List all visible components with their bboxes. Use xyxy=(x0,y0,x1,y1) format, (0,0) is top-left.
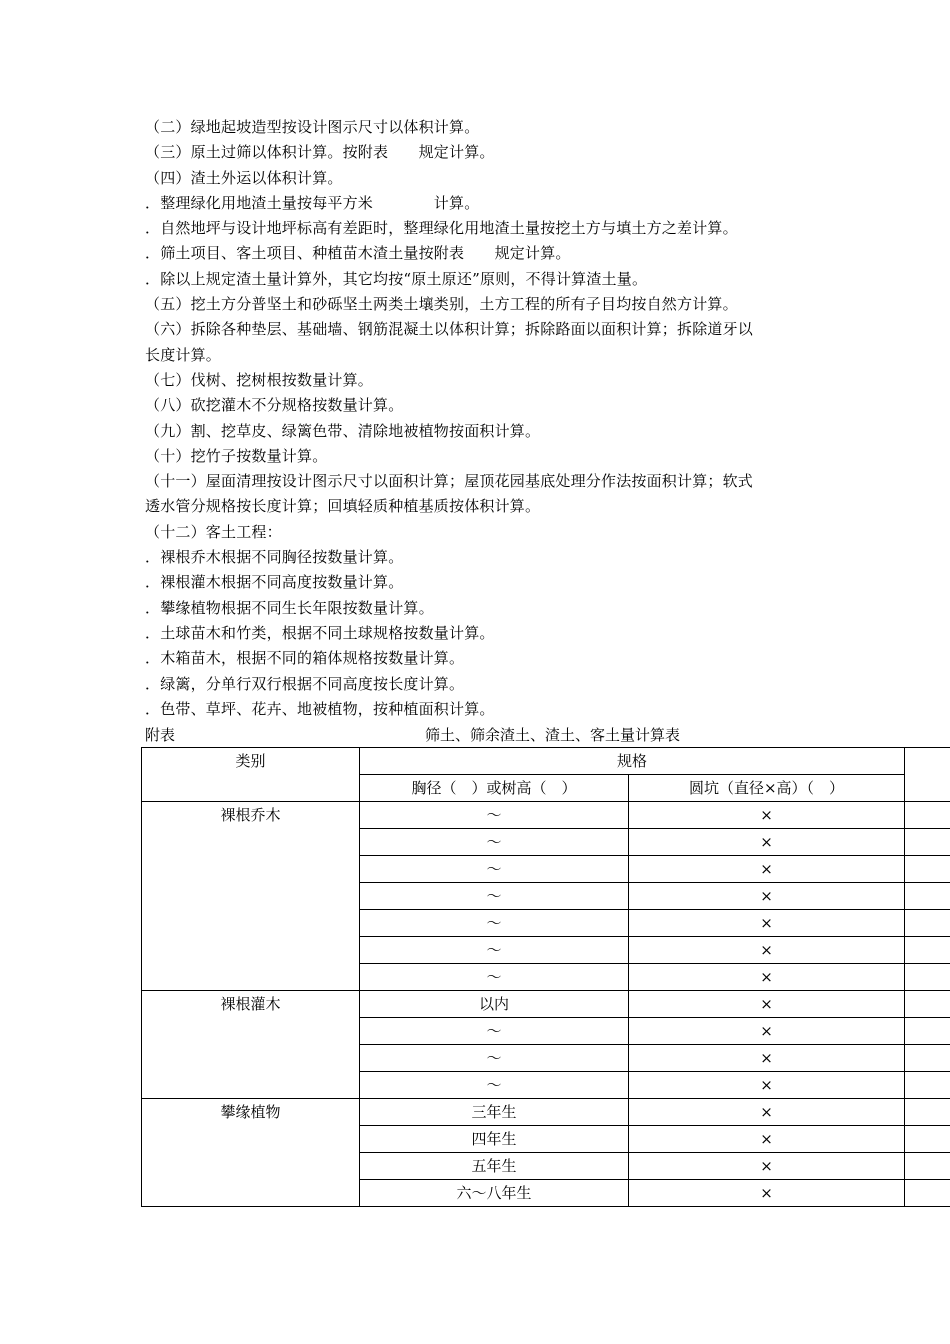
pit-cell: × xyxy=(629,829,905,856)
table-row xyxy=(142,991,950,1018)
table-title: 筛土、筛余渣土、渣土、客土量计算表 xyxy=(425,726,681,744)
table-row xyxy=(142,1099,950,1126)
extra-cell xyxy=(905,1099,950,1126)
table-row xyxy=(142,802,950,829)
pit-cell: × xyxy=(629,964,905,991)
size-cell: ～ xyxy=(360,910,629,937)
category-cell: 裸根灌木 xyxy=(142,991,360,1099)
text-line: 长度计算。 xyxy=(145,345,222,364)
text-line: ．色带、草坪、花卉、地被植物，按种植面积计算。 xyxy=(145,699,495,718)
header-extra xyxy=(905,748,950,802)
text-line: （四）渣土外运以体积计算。 xyxy=(145,168,343,187)
text-line: ．除以上规定渣土量计算外，其它均按“原土原还”原则，不得计算渣土量。 xyxy=(145,269,648,288)
text-line: （二）绿地起坡造型按设计图示尺寸以体积计算。 xyxy=(145,118,480,136)
text-line: ．土球苗木和竹类，根据不同土球规格按数量计算。 xyxy=(145,623,495,642)
size-cell: ～ xyxy=(360,1018,629,1045)
pit-cell: × xyxy=(629,1153,905,1180)
text-line: ．自然地坪与设计地坪标高有差距时，整理绿化用地渣土量按挖土方与填土方之差计算。 xyxy=(145,219,738,238)
size-cell: ～ xyxy=(360,829,629,856)
pit-cell: × xyxy=(629,802,905,829)
text-line: （十二）客土工程： xyxy=(145,522,282,541)
size-cell: ～ xyxy=(360,937,629,964)
text-line: ．攀缘植物根据不同生长年限按数量计算。 xyxy=(145,598,434,617)
pit-cell: × xyxy=(629,1126,905,1153)
text-line: 透水管分规格按长度计算；回填轻质种植基质按体积计算。 xyxy=(145,497,541,516)
pit-cell: × xyxy=(629,1099,905,1126)
text-line: （五）挖土方分普坚土和砂砾坚土两类土壤类别，土方工程的所有子目均按自然方计算。 xyxy=(145,295,738,314)
text-line: （十）挖竹子按数量计算。 xyxy=(145,446,328,465)
text-line: ．木箱苗木，根据不同的箱体规格按数量计算。 xyxy=(145,649,465,668)
size-cell: ～ xyxy=(360,1045,629,1072)
extra-cell xyxy=(905,910,950,937)
text-line: （六）拆除各种垫层、基础墙、钢筋混凝土以体积计算；拆除路面以面积计算；拆除道牙以 xyxy=(145,320,754,339)
extra-cell xyxy=(905,991,950,1018)
extra-cell xyxy=(905,1180,950,1207)
header-diameter: 胸径（ ）或树高（ ） xyxy=(360,775,629,802)
size-cell: ～ xyxy=(360,802,629,829)
size-cell: 四年生 xyxy=(360,1126,629,1153)
header-pit: 圆坑（直径×高）（ ） xyxy=(629,775,905,802)
pit-cell: × xyxy=(629,1180,905,1207)
size-cell: 五年生 xyxy=(360,1153,629,1180)
header-category: 类别 xyxy=(142,748,360,802)
size-cell: 以内 xyxy=(360,991,629,1018)
text-line: ．筛土项目、客土项目、种植苗木渣土量按附表 规定计算。 xyxy=(145,244,571,263)
rules-text xyxy=(145,115,815,722)
pit-cell: × xyxy=(629,1018,905,1045)
extra-cell xyxy=(905,1072,950,1099)
pit-cell: × xyxy=(629,1045,905,1072)
header-spec: 规格 xyxy=(360,748,905,775)
size-cell: 三年生 xyxy=(360,1099,629,1126)
pit-cell: × xyxy=(629,1072,905,1099)
soil-volume-table xyxy=(141,747,950,1207)
pit-cell: × xyxy=(629,910,905,937)
extra-cell xyxy=(905,964,950,991)
category-cell: 裸根乔木 xyxy=(142,802,360,991)
category-cell: 攀缘植物 xyxy=(142,1099,360,1207)
size-cell: ～ xyxy=(360,1072,629,1099)
extra-cell xyxy=(905,1045,950,1072)
pit-cell: × xyxy=(629,991,905,1018)
size-cell: ～ xyxy=(360,964,629,991)
text-line: ．裸根乔木根据不同胸径按数量计算。 xyxy=(145,548,404,567)
extra-cell xyxy=(905,1018,950,1045)
extra-cell xyxy=(905,883,950,910)
text-line: （七）伐树、挖树根按数量计算。 xyxy=(145,370,374,389)
text-line: ．绿篱，分单行双行根据不同高度按长度计算。 xyxy=(145,674,465,693)
extra-cell xyxy=(905,1153,950,1180)
extra-cell xyxy=(905,829,950,856)
text-line: （三）原土过筛以体积计算。按附表 规定计算。 xyxy=(145,143,495,162)
pit-cell: × xyxy=(629,883,905,910)
appendix-label: 附表 xyxy=(145,726,176,744)
size-cell: ～ xyxy=(360,856,629,883)
pit-cell: × xyxy=(629,937,905,964)
text-line: （十一）屋面清理按设计图示尺寸以面积计算；屋顶花园基底处理分作法按面积计算；软式 xyxy=(145,472,754,491)
extra-cell xyxy=(905,937,950,964)
size-cell: 六～八年生 xyxy=(360,1180,629,1207)
text-line: ．裸根灌木根据不同高度按数量计算。 xyxy=(145,573,404,592)
pit-cell: × xyxy=(629,856,905,883)
size-cell: ～ xyxy=(360,883,629,910)
text-line: ．整理绿化用地渣土量按每平方米 计算。 xyxy=(145,193,480,212)
text-line: （八）砍挖灌木不分规格按数量计算。 xyxy=(145,396,404,415)
text-line: （九）割、挖草皮、绿篱色带、清除地被植物按面积计算。 xyxy=(145,421,541,440)
extra-cell xyxy=(905,856,950,883)
extra-cell xyxy=(905,1126,950,1153)
extra-cell xyxy=(905,802,950,829)
